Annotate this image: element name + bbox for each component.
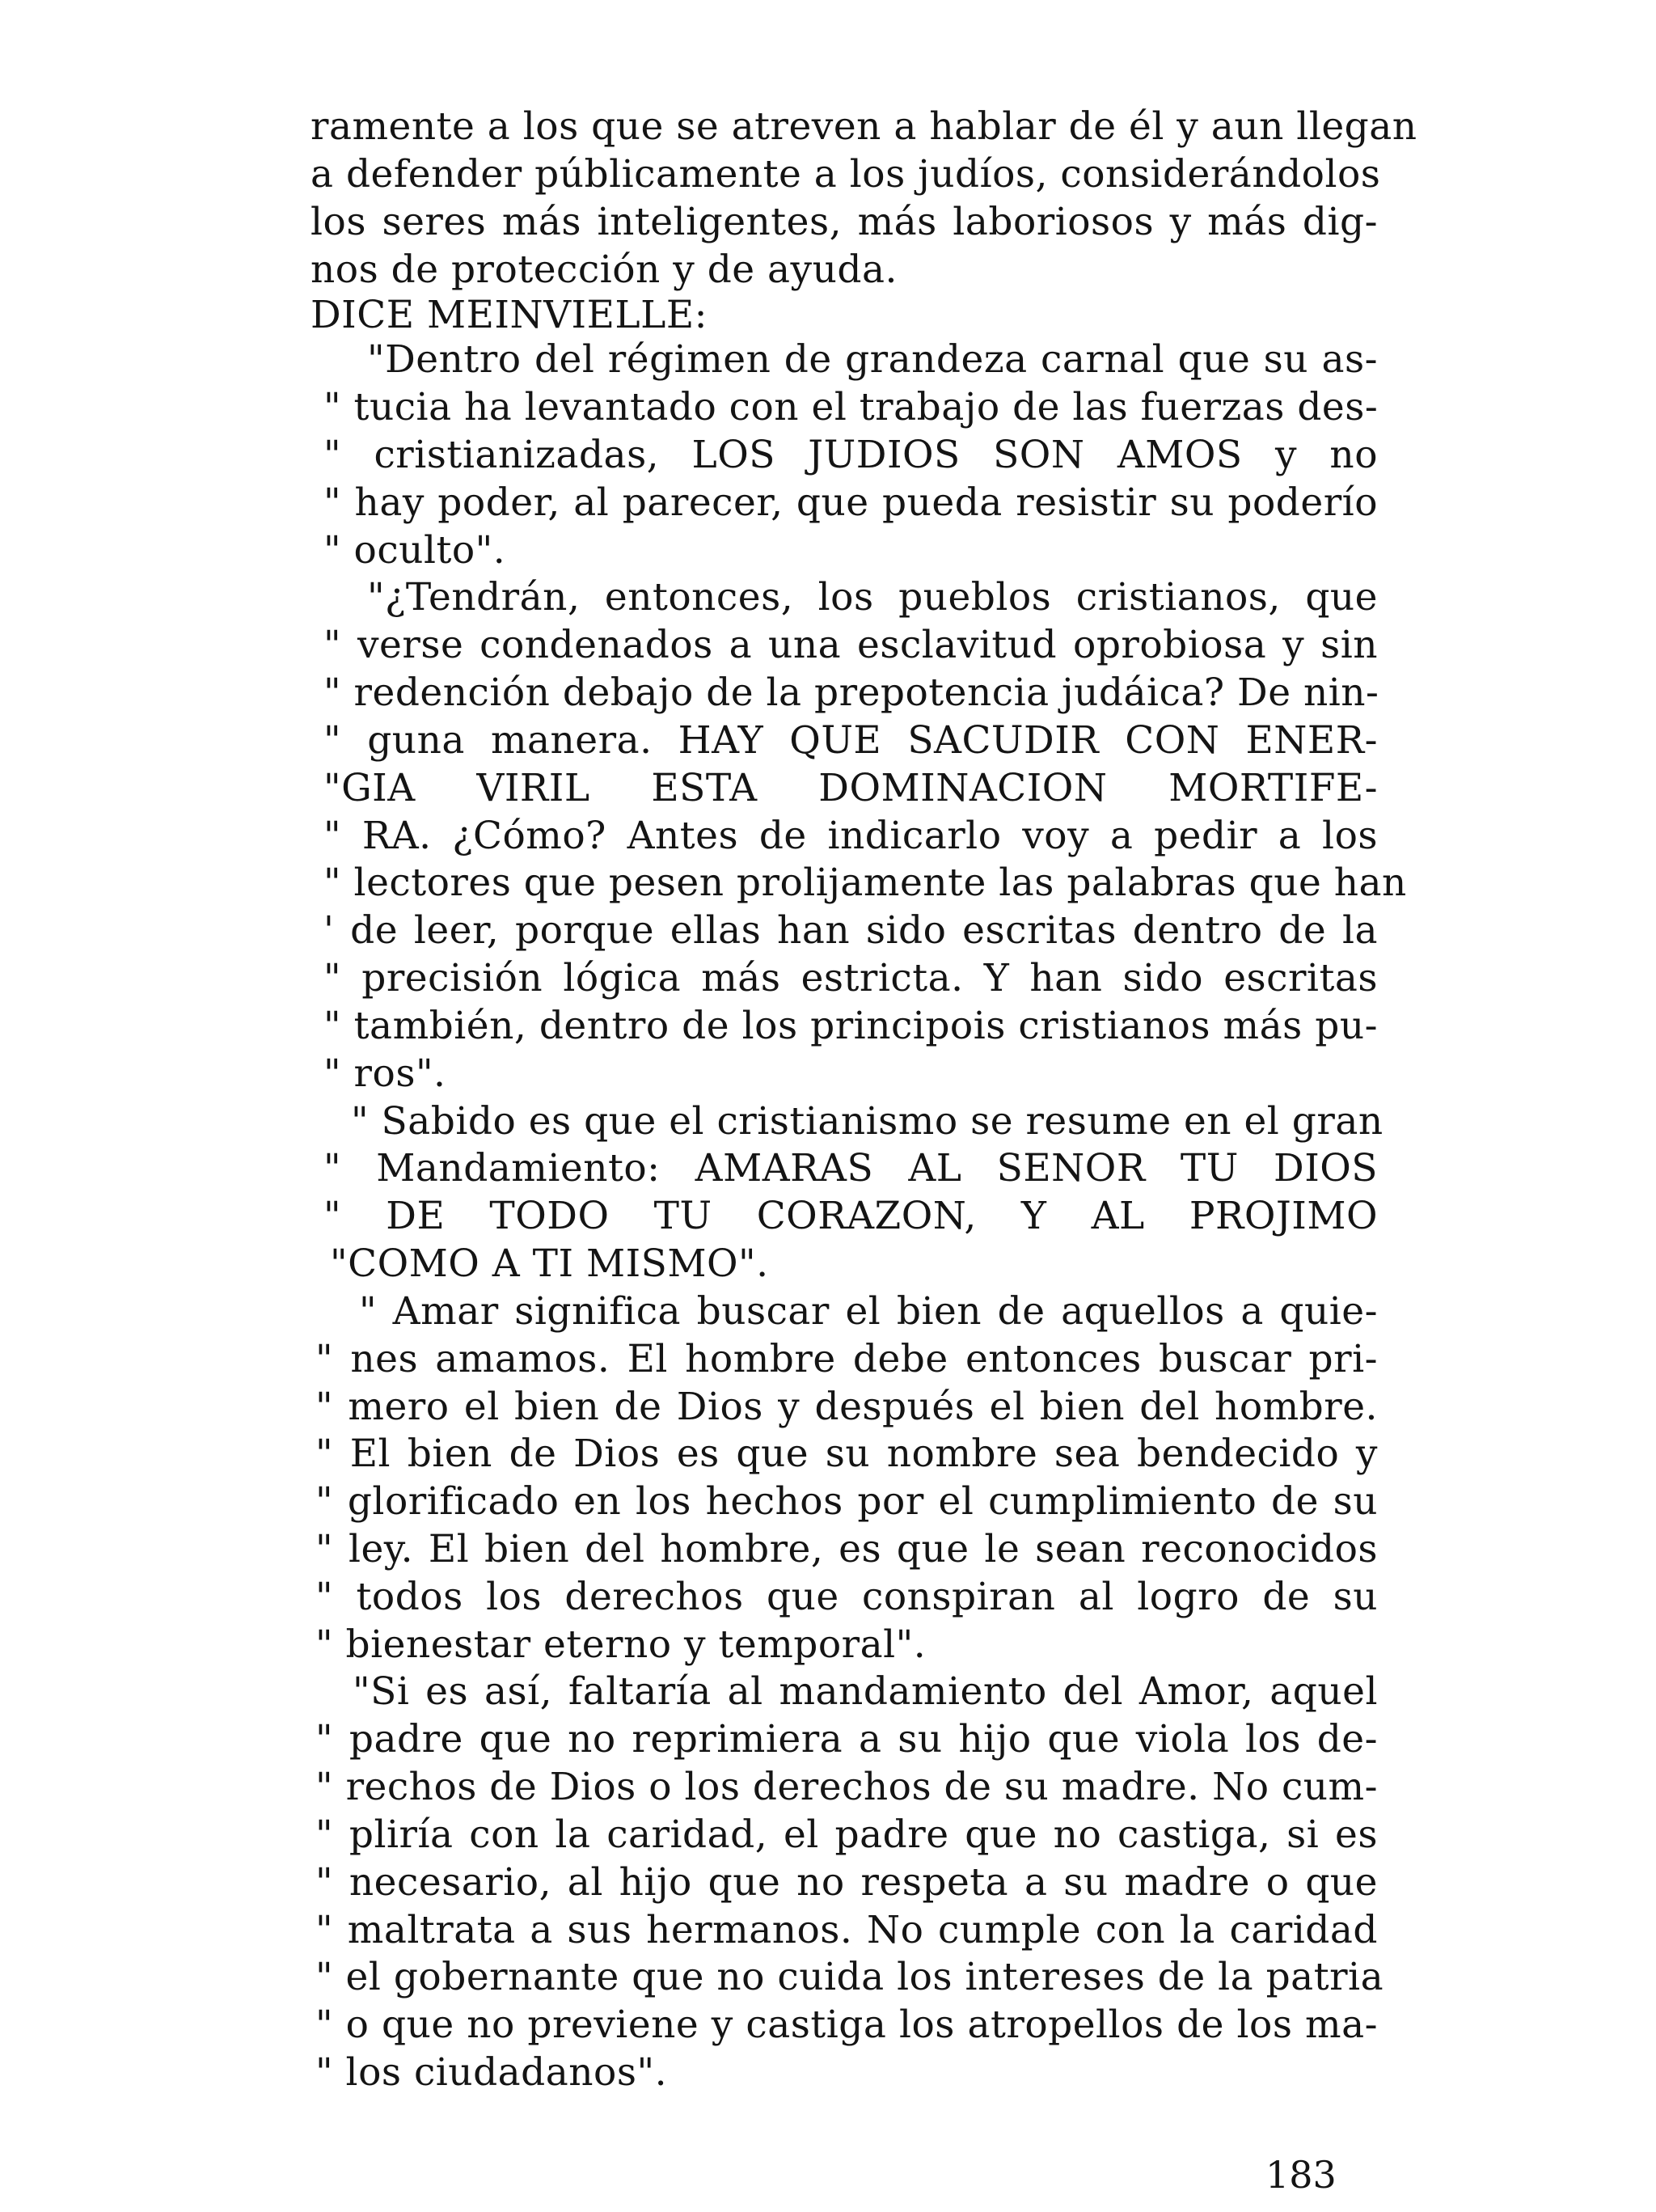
text-line: " El bien de Dios es que su nombre sea bendecido y xyxy=(315,1432,1378,1476)
text-line: " bienestar eterno y temporal". xyxy=(315,1622,927,1667)
text-line: " ley. El bien del hombre, es que le sean reconocidos xyxy=(315,1527,1378,1571)
text-line: " maltrata a sus hermanos. No cumple con la caridad xyxy=(315,1908,1378,1952)
text-line: " mero el bien de Dios y después el bien del hombre. xyxy=(315,1385,1378,1429)
text-line: "GIA VIRIL ESTA DOMINACION MORTIFE- xyxy=(323,766,1378,810)
section-heading: DICE MEINVIELLE: xyxy=(310,293,708,337)
text-line: " Amar significa buscar el bien de aquellos a quie- xyxy=(359,1289,1378,1334)
text-line: " necesario, al hijo que no respeta a su madre o que xyxy=(315,1860,1378,1905)
text-line: " los ciudadanos". xyxy=(315,2050,668,2095)
text-line: " verse condenados a una esclavitud oprobiosa y sin xyxy=(323,623,1378,667)
text-line: " tucia ha levantado con el trabajo de las fuerzas des- xyxy=(323,385,1379,429)
text-line: " hay poder, al parecer, que pueda resistir su poderío xyxy=(323,480,1378,525)
text-line: " RA. ¿Cómo? Antes de indicarlo voy a pedir a los xyxy=(323,814,1378,858)
text-line: "¿Tendrán, entonces, los pueblos cristianos, que xyxy=(367,575,1378,620)
text-line: ' de leer, porque ellas han sido escritas dentro de la xyxy=(323,908,1378,953)
text-line: " oculto". xyxy=(323,528,506,573)
text-line: " ros". xyxy=(323,1051,446,1096)
text-line: " nes amamos. El hombre debe entonces buscar pri- xyxy=(315,1337,1378,1381)
text-line: " rechos de Dios o los derechos de su madre. No cum- xyxy=(315,1765,1378,1809)
page-number: 183 xyxy=(1265,2153,1337,2197)
text-line: " todos los derechos que conspiran al logro de su xyxy=(315,1575,1378,1619)
text-line: " Sabido es que el cristianismo se resume en el gran xyxy=(351,1099,1384,1144)
text-line: " redención debajo de la prepotencia judáica? De nin- xyxy=(323,670,1379,715)
text-line: "Dentro del régimen de grandeza carnal que su as- xyxy=(367,337,1378,382)
text-line: " DE TODO TU CORAZON, Y AL PROJIMO xyxy=(323,1194,1378,1238)
text-line: los seres más inteligentes, más laboriosos y más dig- xyxy=(310,200,1378,244)
text-line: " guna manera. HAY QUE SACUDIR CON ENER- xyxy=(323,718,1378,763)
text-line: ramente a los que se atreven a hablar de él y aun llegan xyxy=(310,104,1417,149)
text-line: " padre que no reprimiera a su hijo que viola los de- xyxy=(315,1717,1378,1762)
text-line: " cristianizadas, LOS JUDIOS SON AMOS y no xyxy=(323,433,1378,477)
text-line: "COMO A TI MISMO". xyxy=(330,1241,769,1286)
text-line: "Si es así, faltaría al mandamiento del Amor, aquel xyxy=(353,1669,1378,1714)
text-line: " lectores que pesen prolijamente las palabras que han xyxy=(323,861,1407,905)
text-line: " Mandamiento: AMARAS AL SENOR TU DIOS xyxy=(323,1146,1378,1191)
text-line: " glorificado en los hechos por el cumplimiento de su xyxy=(315,1479,1378,1524)
text-line: " el gobernante que no cuida los intereses de la patria xyxy=(315,1955,1384,1999)
text-line: a defender públicamente a los judíos, considerándolos xyxy=(310,152,1381,197)
text-line: " también, dentro de los principois cristianos más pu- xyxy=(323,1004,1378,1048)
text-line: nos de protección y de ayuda. xyxy=(310,247,898,292)
text-line: " pliría con la caridad, el padre que no castiga, si es xyxy=(315,1812,1378,1857)
text-line: " o que no previene y castiga los atropellos de los ma- xyxy=(315,2003,1378,2047)
text-line: " precisión lógica más estricta. Y han sido escritas xyxy=(323,956,1378,1000)
